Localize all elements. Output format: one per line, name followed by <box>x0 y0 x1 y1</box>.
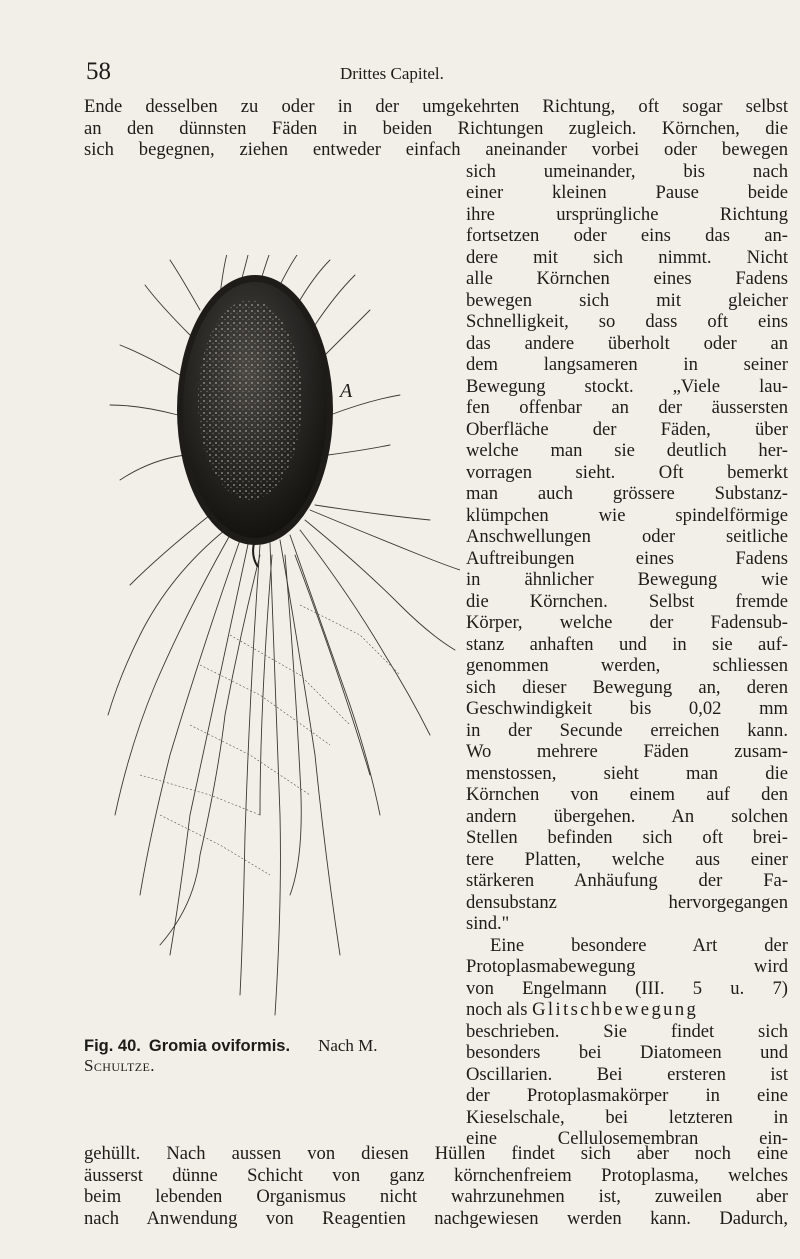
page-header <box>86 58 786 88</box>
text-line: Oscillarien. Bei ersteren ist <box>466 1063 788 1085</box>
text-line: klümpchen wie spindelförmige <box>466 504 788 526</box>
text-line: dere mit sich nimmt. Nicht <box>466 246 788 268</box>
text-line: Körnchen von einem auf den <box>466 784 788 805</box>
text-line: das andere überholt oder an <box>466 332 788 354</box>
text-line: Körper, welche der Fadensub- <box>466 612 788 633</box>
text-line <box>466 999 788 1021</box>
top-paragraph <box>84 96 788 161</box>
text-line: Oberfläche der Fäden, über <box>466 418 788 440</box>
text-line: äusserst dünne Schicht von ganz körnchenfreiem Protoplasma, welches <box>84 1164 788 1186</box>
text-line: in der Secunde erreichen kann. <box>466 719 788 741</box>
figure-gromia <box>100 255 460 1035</box>
text-line: fen offenbar an der äussersten <box>466 397 788 418</box>
text-line: an den dünnsten Fäden in beiden Richtungen zugleich. Körnchen, die <box>84 117 788 139</box>
text-line: sich umeinander, bis nach <box>466 160 788 182</box>
text-line: einer kleinen Pause beide <box>466 182 788 203</box>
text-line: beschrieben. Sie findet sich <box>466 1020 788 1042</box>
text-line: die Körnchen. Selbst fremde <box>466 590 788 612</box>
figure-caption <box>84 1036 458 1076</box>
text-line: sich begegnen, ziehen entweder einfach aneinander vorbei oder bewegen <box>84 139 788 160</box>
text-line: ihre ursprüngliche Richtung <box>466 203 788 225</box>
text-line: Anschwellungen oder seitliche <box>466 526 788 547</box>
text-line: Protoplasmabewegung wird <box>466 956 788 977</box>
caption-figure-number: Fig. 40. <box>84 1037 141 1055</box>
figure-label-a: A <box>340 380 353 402</box>
text-line: sich dieser Bewegung an, deren <box>466 676 788 698</box>
text-line: densubstanz hervorgegangen <box>466 891 788 913</box>
text-line: sind." <box>466 913 510 934</box>
text-line: Wo mehrere Fäden zusam- <box>466 741 788 762</box>
text-line: Eine besondere Art der <box>490 934 788 956</box>
text-line: gehüllt. Nach aussen von diesen Hüllen findet sich aber noch eine <box>84 1143 788 1164</box>
page-number: 58 <box>86 58 111 85</box>
text-line: Geschwindigkeit bis 0,02 mm <box>466 698 788 719</box>
text-line: Bewegung stockt. „Viele lau- <box>466 375 788 397</box>
text-line: man auch grössere Substanz- <box>466 483 788 504</box>
bottom-paragraph <box>84 1143 788 1229</box>
text-line: besonders bei Diatomeen und <box>466 1042 788 1063</box>
text-line: dem langsameren in seiner <box>466 354 788 375</box>
text-line: eine Cellulosemembran ein- <box>466 1128 788 1149</box>
text-line: alle Körnchen eines Fadens <box>466 268 788 289</box>
gromia-illustration <box>100 255 460 1035</box>
text-line: andern übergehen. An solchen <box>466 805 788 827</box>
text-line: Stellen befinden sich oft brei- <box>466 827 788 848</box>
emphasized-term: Glitschbewegung <box>532 999 699 1020</box>
text-line: der Protoplasmakörper in eine <box>466 1085 788 1106</box>
text-line: Schnelligkeit, so dass oft eins <box>466 311 788 332</box>
text-line: von Engelmann (III. 5 u. 7) <box>466 977 788 999</box>
text-line: fortsetzen oder eins das an- <box>466 225 788 246</box>
text-line: Auftreibungen eines Fadens <box>466 547 788 569</box>
text-line: Ende desselben zu oder in der umgekehrten Richtung, oft sogar selbst <box>84 96 788 117</box>
text-line: beim lebenden Organismus nicht wahrzunehmen ist, zuweilen aber <box>84 1186 788 1207</box>
text-line: vorragen sieht. Oft bemerkt <box>466 461 788 483</box>
text-line: stanz anhaften und in sie auf- <box>466 633 788 655</box>
text-line: nach Anwendung von Reagentien nachgewiesen werden kann. Dadurch, <box>84 1207 788 1229</box>
caption-title: Gromia oviformis. <box>148 1037 291 1055</box>
text-line: menstossen, sieht man die <box>466 762 788 784</box>
text-fragment: noch als <box>466 999 533 1020</box>
right-column-text <box>466 161 788 1150</box>
text-line: welche man sie deutlich her- <box>466 440 788 461</box>
text-line: genommen werden, schliessen <box>466 655 788 676</box>
text-line: tere Platten, welche aus einer <box>466 848 788 870</box>
running-title: Drittes Capitel. <box>340 64 444 83</box>
text-line: stärkeren Anhäufung der Fa- <box>466 870 788 891</box>
text-line: bewegen sich mit gleicher <box>466 289 788 311</box>
caption-author: Schultze. <box>84 1056 155 1075</box>
caption-credit: Nach M. <box>318 1036 378 1055</box>
text-line: Kieselschale, bei letzteren in <box>466 1106 788 1128</box>
text-line: in ähnlicher Bewegung wie <box>466 569 788 590</box>
